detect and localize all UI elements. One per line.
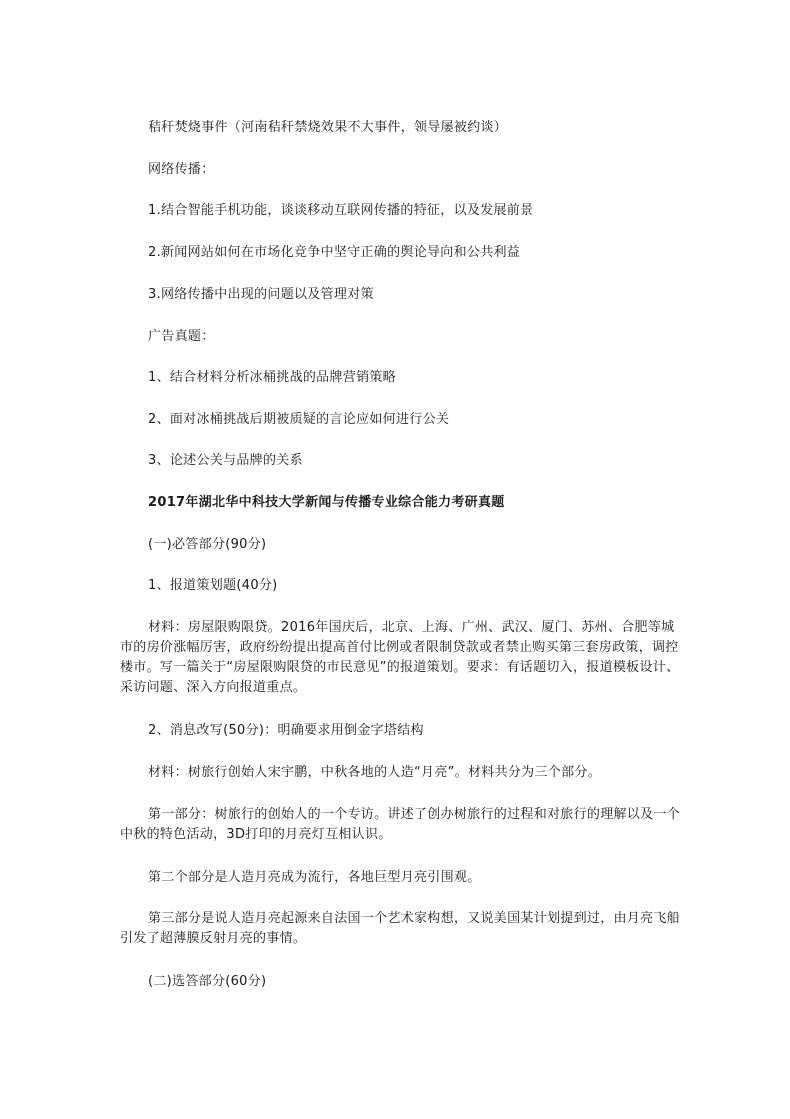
material-tree-travel: 材料：树旅行创始人宋宇鹏，中秋各地的人造“月亮”。材料共分为三个部分。	[148, 765, 601, 780]
question-ad-3: 3、论述公关与品牌的关系	[148, 453, 303, 468]
question-network-2: 2.新闻网站如何在市场化竞争中坚守正确的舆论导向和公共利益	[148, 245, 521, 260]
part-one-required: (一)必答部分(90分)	[148, 537, 267, 552]
question-report-planning: 1、报道策划题(40分)	[148, 578, 278, 593]
exam-heading-2017: 2017年湖北华中科技大学新闻与传播专业综合能力考研真题	[148, 495, 505, 510]
part-two-optional: (二)选答部分(60分)	[148, 974, 267, 989]
section-label-network: 网络传播：	[148, 162, 215, 177]
material-housing-policy: 材料：房屋限购限贷。2016年国庆后，北京、上海、广州、武汉、厦门、苏州、合肥等城市的房价涨幅厉害，政府纷纷提出提高首付比例或者限制贷款或者禁止购买第三套房政策，调控楼市。写一篇关于“房屋限购限贷的市民意见”的报道策划。要求：有话题切入，报道模板设计、采访问题、深入方向报道重点。	[120, 620, 680, 695]
paragraph-straw-burning: 秸秆焚烧事件（河南秸秆禁烧效果不大事件，领导屡被约谈）	[148, 120, 508, 135]
material-part-three: 第三部分是说人造月亮起源来自法国一个艺术家构想，又说美国某计划提到过，由月亮飞船引发了超薄膜反射月亮的事情。	[120, 911, 681, 946]
question-ad-2: 2、面对冰桶挑战后期被质疑的言论应如何进行公关	[148, 412, 450, 427]
material-part-two: 第二个部分是人造月亮成为流行，各地巨型月亮引围观。	[148, 870, 481, 885]
section-label-advertising: 广告真题：	[148, 329, 215, 344]
question-network-3: 3.网络传播中出现的问题以及管理对策	[148, 287, 374, 302]
question-ad-1: 1、结合材料分析冰桶挑战的品牌营销策略	[148, 370, 396, 385]
question-news-rewrite: 2、消息改写(50分)：明确要求用倒金字塔结构	[148, 723, 424, 738]
material-part-one: 第一部分：树旅行的创始人的一个专访。讲述了创办树旅行的过程和对旅行的理解以及一个中秋的特色活动，3D打印的月亮灯互相认识。	[120, 807, 681, 842]
question-network-1: 1.结合智能手机功能，谈谈移动互联网传播的特征，以及发展前景	[148, 203, 534, 218]
